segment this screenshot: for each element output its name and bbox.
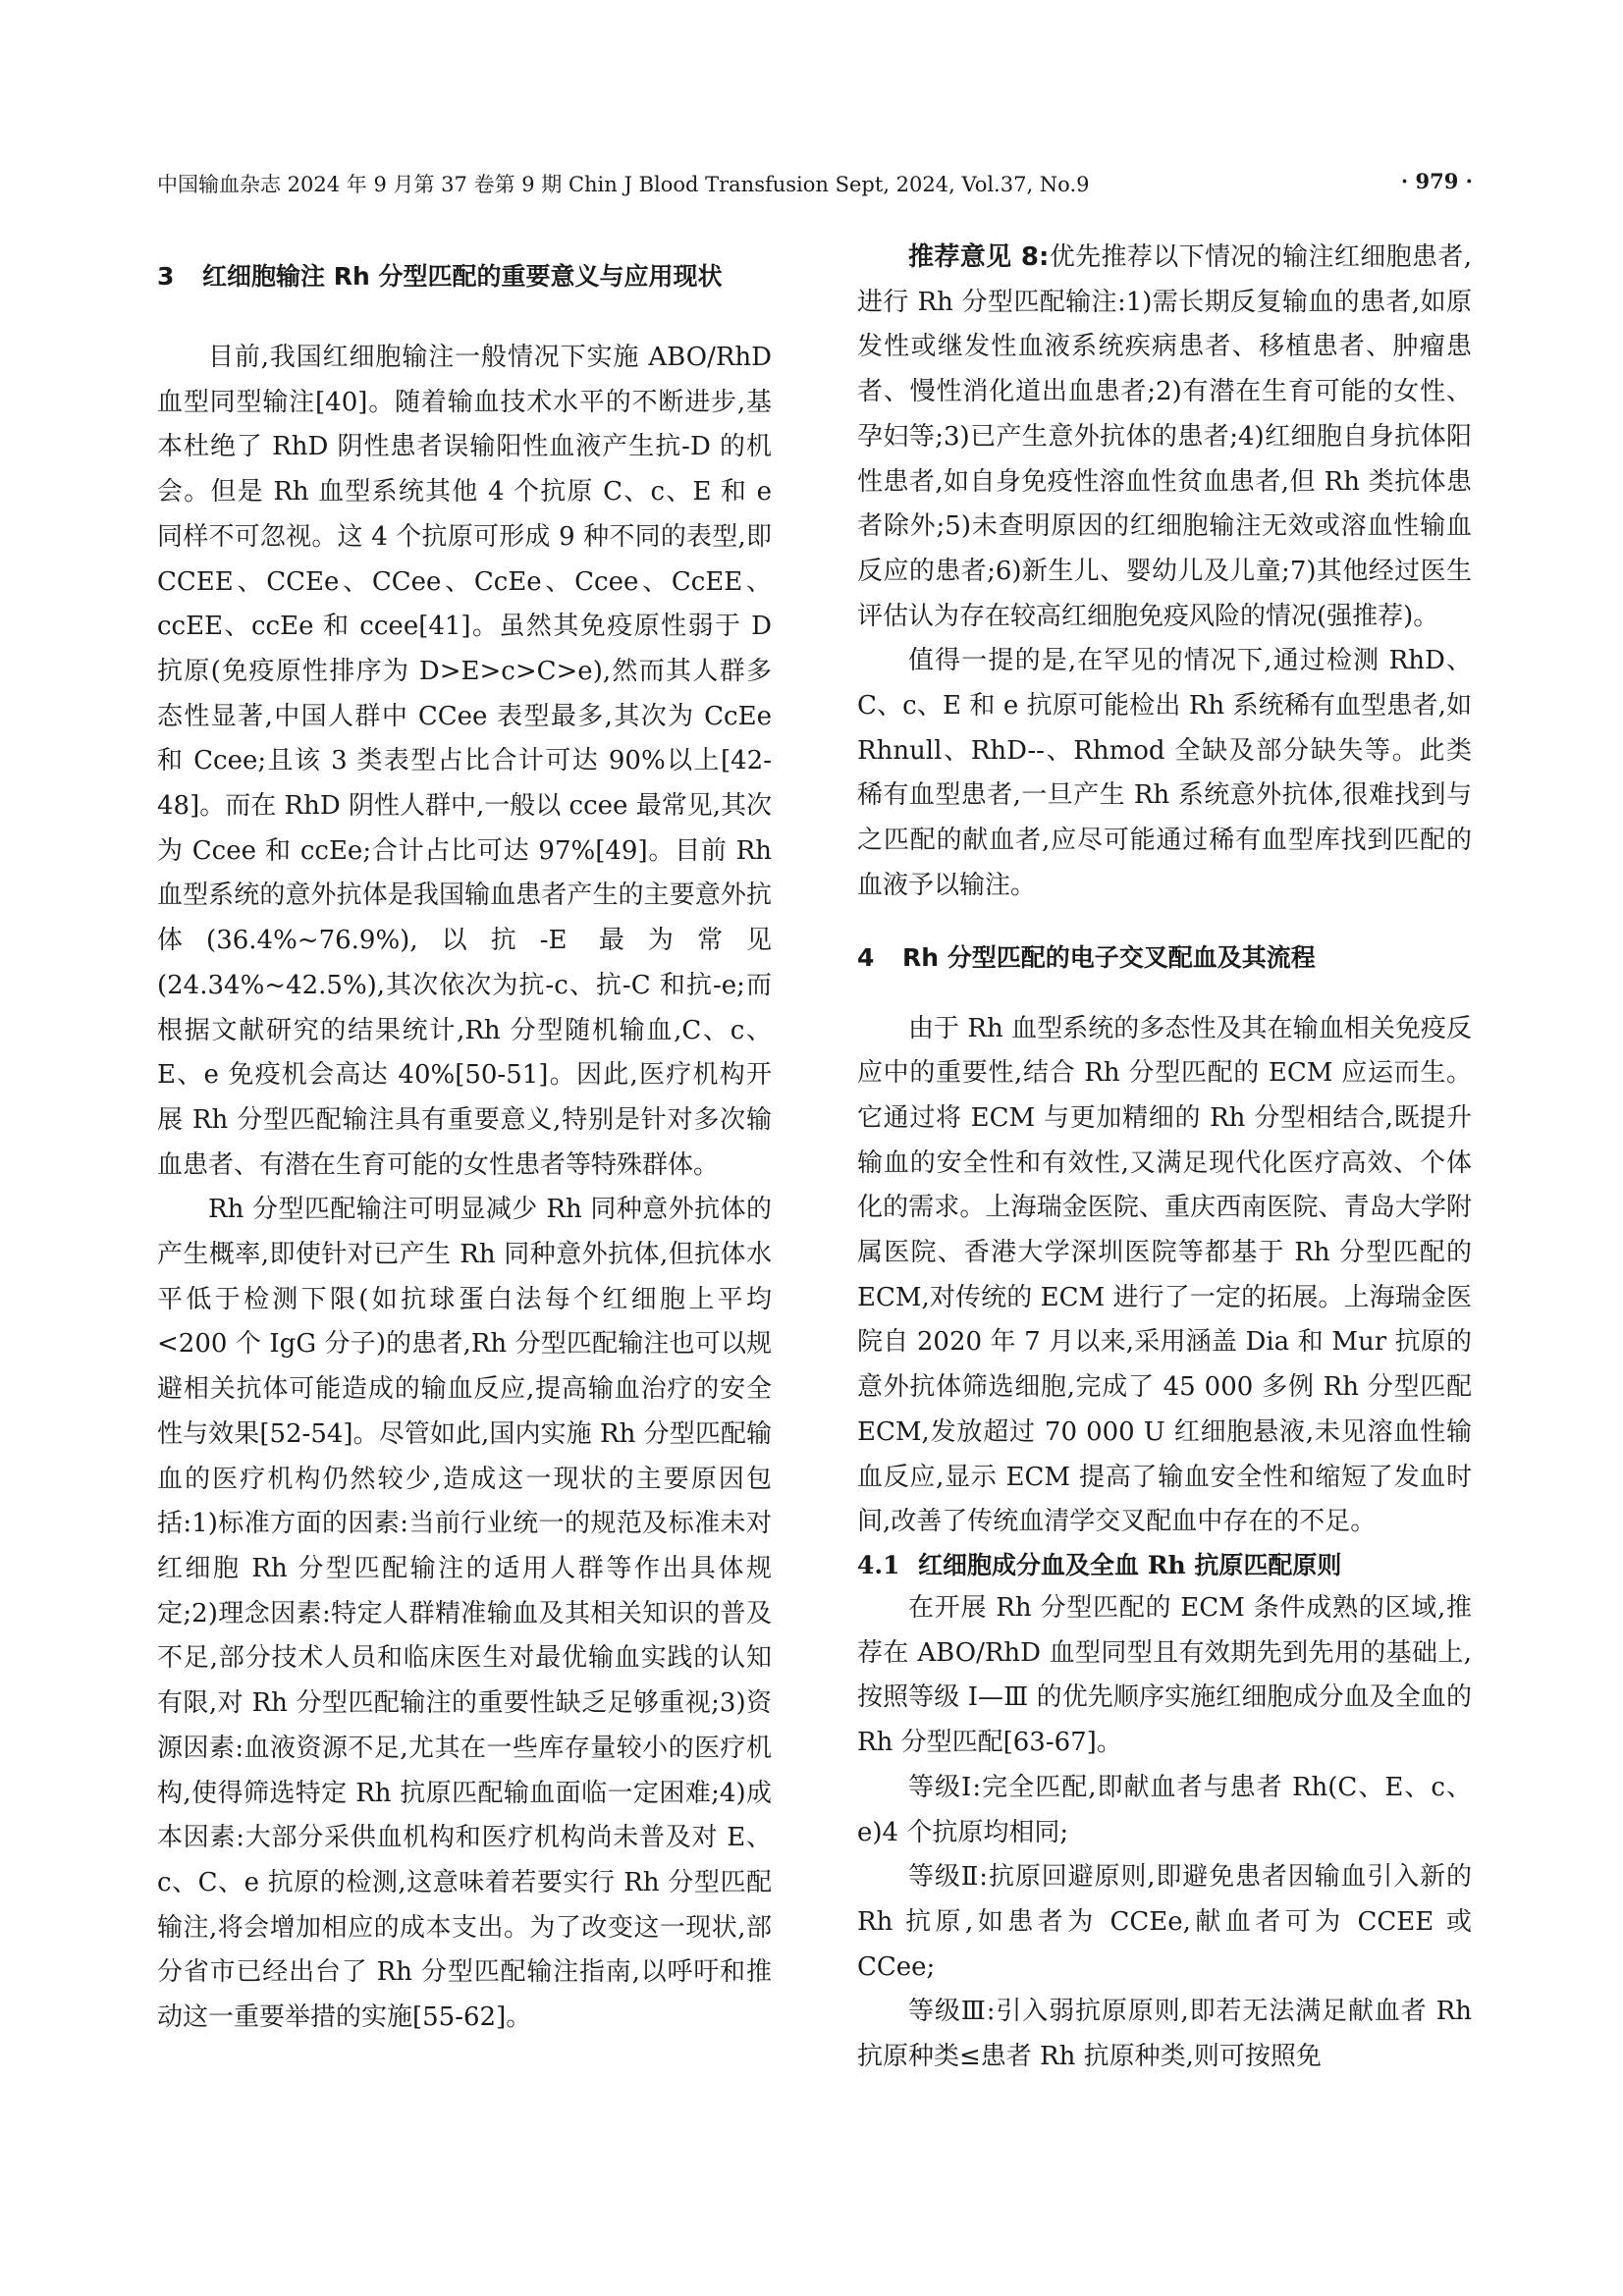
section-title: Rh 分型匹配的电子交叉配血及其流程 [902, 942, 1316, 972]
journal-citation: 中国输血杂志 2024 年 9 月第 37 卷第 9 期 Chin J Blood Transfusion Sept, 2024, Vol.37, No.9 [157, 173, 1090, 196]
subsection-4-1-heading [857, 1545, 1472, 1586]
recommendation-text: 优先推荐以下情况的输注红细胞患者,进行 Rh 分型匹配输注:1)需长期反复输血的患者,如原发性或继发性血液系统疾病患者、移植患者、肿瘤患者、慢性消化道出血患者;2)有潜在生育可能的女性、孕妇等;3)已产生意外抗体的患者;4)红细胞自身抗体阳性患者,如自身免疫性溶血性贫血患者,但 Rh 类抗体患者除外;5)未查明原因的红细胞输注无效或溶血性输血反应的患者;6)新生儿、婴幼儿及儿童;7)其他经过医生评估认为存在较高红细胞免疫风险的情况(强推荐)。 [857, 242, 1472, 631]
section-4-heading [857, 938, 1472, 978]
section-3-heading [157, 257, 772, 296]
level-1-rule: 等级Ⅰ:完全匹配,即献血者与患者 Rh(C、E、c、e)4 个抗原均相同; [857, 1772, 1472, 1847]
level-2-rule: 等级Ⅱ:抗原回避原则,即避免患者因输血引入新的 Rh 抗原,如患者为 CCEe,献血者可为 CCEE 或 CCee; [857, 1862, 1472, 1982]
subsection-title: 红细胞成分血及全血 Rh 抗原匹配原则 [918, 1550, 1342, 1579]
recommendation-label: 推荐意见 8: [908, 242, 1050, 272]
paragraph: Rh 分型匹配输注可明显减少 Rh 同种意外抗体的产生概率,即使针对已产生 Rh 同种意外抗体,但抗体水平低于检测下限(如抗球蛋白法每个红细胞上平均<200 个 IgG 分子)的患者,Rh 分型匹配输注也可以规避相关抗体可能造成的输血反应,提高输血治疗的安全性与效果[52-54]。尽管如此,国内实施 Rh 分型匹配输血的医疗机构仍然较少,造成这一现状的主要原因包括:1)标准方面的因素:当前行业统一的规范及标准未对红细胞 Rh 分型匹配输注的适用人群等作出具体规定;2)理念因素:特定人群精准输血及其相关知识的普及不足,部分技术人员和临床医生对最优输血实践的认知有限,对 Rh 分型匹配输注的重要性缺乏足够重视;3)资源因素:血液资源不足,尤其在一些库存量较小的医疗机构,使得筛选特定 Rh 抗原匹配输血面临一定困难;4)成本因素:大部分采供血机构和医疗机构尚未普及对 E、c、C、e 抗原的检测,这意味着若要实行 Rh 分型匹配输注,将会增加相应的成本支出。为了改变这一现状,部分省市已经出台了 Rh 分型匹配输注指南,以呼吁和推动这一重要举措的实施[55-62]。 [157, 1195, 772, 2033]
subsection-number: 4.1 [857, 1550, 900, 1579]
level-3-rule: 等级Ⅲ:引入弱抗原原则,即若无法满足献血者 Rh 抗原种类≤患者 Rh 抗原种类,则可按照免 [857, 1997, 1472, 2072]
running-header [157, 169, 1473, 208]
paragraph: 由于 Rh 血型系统的多态性及其在输血相关免疫反应中的重要性,结合 Rh 分型匹配的 ECM 应运而生。它通过将 ECM 与更加精细的 Rh 分型相结合,既提升输血的安全性和有效性,又满足现代化医疗高效、个体化的需求。上海瑞金医院、重庆西南医院、青岛大学附属医院、香港大学深圳医院等都基于 Rh 分型匹配的 ECM,对传统的 ECM 进行了一定的拓展。上海瑞金医院自 2020 年 7 月以来,采用涵盖 Dia 和 Mur 抗原的意外抗体筛选细胞,完成了 45 000 多例 Rh 分型匹配 ECM,发放超过 70 000 U 红细胞悬液,未见溶血性输血反应,显示 ECM 提高了输血安全性和缩短了发血时间,改善了传统血清学交叉配血中存在的不足。 [857, 1013, 1472, 1537]
page-number: · 979 · [1400, 169, 1473, 193]
section-title: 红细胞输注 Rh 分型匹配的重要意义与应用现状 [202, 262, 723, 291]
paragraph: 目前,我国红细胞输注一般情况下实施 ABO/RhD 血型同型输注[40]。随着输血技术水平的不断进步,基本杜绝了 RhD 阴性患者误输阳性血液产生抗-D 的机会。但是 Rh 血型系统其他 4 个抗原 C、c、E 和 e 同样不可忽视。这 4 个抗原可形成 9 种不同的表型,即 CCEE、CCEe、CCee、CcEe、Ccee、CcEE、ccEE、ccEe 和 ccee[41]。虽然其免疫原性弱于 D 抗原(免疫原性排序为 D>E>c>C>e),然而其人群多态性显著,中国人群中 CCee 表型最多,其次为 CcEe 和 Ccee;且该 3 类表型占比合计可达 90%以上[42-48]。而在 RhD 阴性人群中,一般以 ccee 最常见,其次为 Ccee 和 ccEe;合计占比可达 97%[49]。目前 Rh 血型系统的意外抗体是我国输血患者产生的主要意外抗体(36.4%~76.9%),以抗-E 最为常见(24.34%~42.5%),其次依次为抗-c、抗-C 和抗-e;而根据文献研究的结果统计,Rh 分型随机输血,C、c、E、e 免疫机会高达 40%[50-51]。因此,医疗机构开展 Rh 分型匹配输注具有重要意义,特别是针对多次输血患者、有潜在生育可能的女性患者等特殊群体。 [157, 343, 772, 1180]
paragraph: 值得一提的是,在罕见的情况下,通过检测 RhD、C、c、E 和 e 抗原可能检出 Rh 系统稀有血型患者,如 Rhnull、RhD--、Rhmod 全缺及部分缺失等。此类稀有血型患者,一旦产生 Rh 系统意外抗体,很难找到与之匹配的献血者,应尽可能通过稀有血型库找到匹配的血液予以输注。 [857, 646, 1472, 900]
left-column [157, 236, 772, 2041]
section-number: 4 [857, 942, 875, 972]
right-column [857, 236, 1472, 2080]
section-number: 3 [157, 262, 175, 291]
paragraph: 在开展 Rh 分型匹配的 ECM 条件成熟的区域,推荐在 ABO/RhD 血型同型且有效期先到先用的基础上,按照等级 Ⅰ—Ⅲ 的优先顺序实施红细胞成分血及全血的 Rh 分型匹配[63-67]。 [857, 1592, 1472, 1758]
recommendation-8 [857, 236, 1472, 639]
